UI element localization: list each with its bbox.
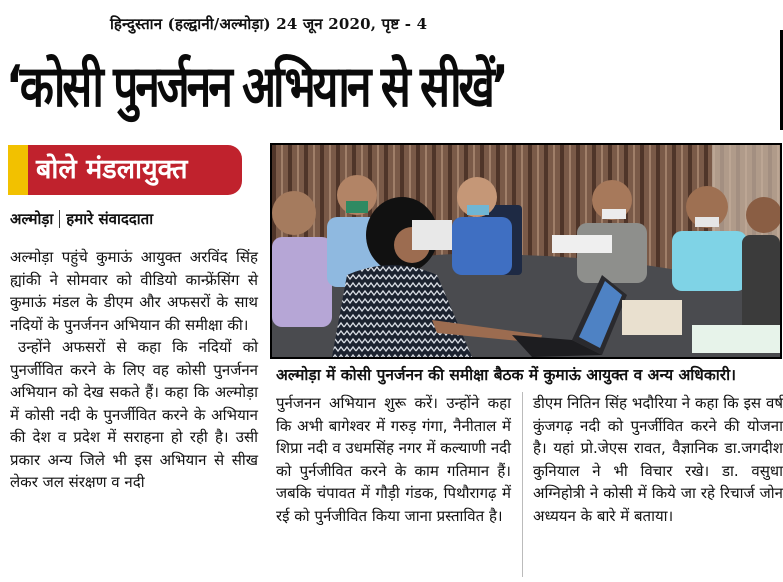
plate <box>622 300 682 335</box>
kicker-accent-bar <box>8 145 28 195</box>
byline-reporter: हमारे संवाददाता <box>66 210 154 228</box>
article-paragraph: उन्होंने अफसरों से कहा कि नदियों को पुनर्जीवित करने के लिए वह कोसी पुनर्जनन अभियान को देख सकते हैं। कहा कि अल्मोड़ा में कोसी नदी के पुनर्जीवित करने के अभियान की देश व प्रदेश में सराहना हो रही है। उसी प्रकार अन्य जिले भी इस अभियान से सीख लेकर जल संरक्षण व नदी <box>10 338 258 491</box>
article-column-1 <box>10 246 258 494</box>
byline <box>10 209 153 229</box>
papers <box>412 220 452 250</box>
person-far-right <box>742 197 780 335</box>
photo-caption: अल्मोड़ा में कोसी पुनर्जनन की समीक्षा बैठक में कुमाऊं आयुक्त व अन्य अधिकारी। <box>276 366 736 384</box>
column-divider <box>522 392 523 577</box>
byline-place: अल्मोड़ा <box>10 210 54 228</box>
headline: ‘कोसी पुनर्जनन अभियान से सीखें’ <box>6 54 506 120</box>
article-column-3 <box>533 392 783 527</box>
article-column-2 <box>276 392 511 527</box>
article-paragraph: पुर्नजनन अभियान शुरू करें। उन्होंने कहा कि अभी बागेश्वर में गरुड़ गंगा, नैनीताल में शिप्रा नदी व उधमसिंह नगर में कल्याणी नदी को पुर्नजीवित करने के काम गतिमान हैं। जबकि चंपावत में गौड़ी गंडक, पिथौरागढ़ में रई को पुर्नजीवित किया जाना प्रस्तावित है। <box>276 394 511 525</box>
kicker-label: बोले मंडलायुक्त <box>28 145 242 195</box>
papers <box>552 235 612 253</box>
dateline: हिन्दुस्तान (हल्द्वानी/अल्मोड़ा) 24 जून 2020, पृष्ट - 4 <box>110 15 428 33</box>
article-paragraph: डीएम नितिन सिंह भदौरिया ने कहा कि इस वर्ष कुंजगढ़ नदी को पुनर्जीवित करने की योजना है। यहां प्रो.जेएस रावत, वैज्ञानिक डा.जगदीश कुनियाल ने भी विचार रखे। डा. वसुधा अग्निहोत्री ने कोसी में किये जा रहे रिचार्ज जोन अध्ययन के बारे में बताया। <box>533 394 783 525</box>
meeting-photo-illustration <box>272 145 780 357</box>
article-paragraph: अल्मोड़ा पहुंचे कुमाऊं आयुक्त अरविंद सिंह ह्यांकी ने सोमवार को वीडियो कान्फ्रेंसिंग से कुमाऊं मंडल के डीएम और अफसरों के साथ नदियों के पुनर्जनन अभियान की समीक्षा की। <box>10 248 258 334</box>
kicker-banner <box>8 145 242 195</box>
meeting-photo <box>270 143 782 359</box>
byline-separator <box>59 210 60 228</box>
booklets <box>692 325 780 353</box>
